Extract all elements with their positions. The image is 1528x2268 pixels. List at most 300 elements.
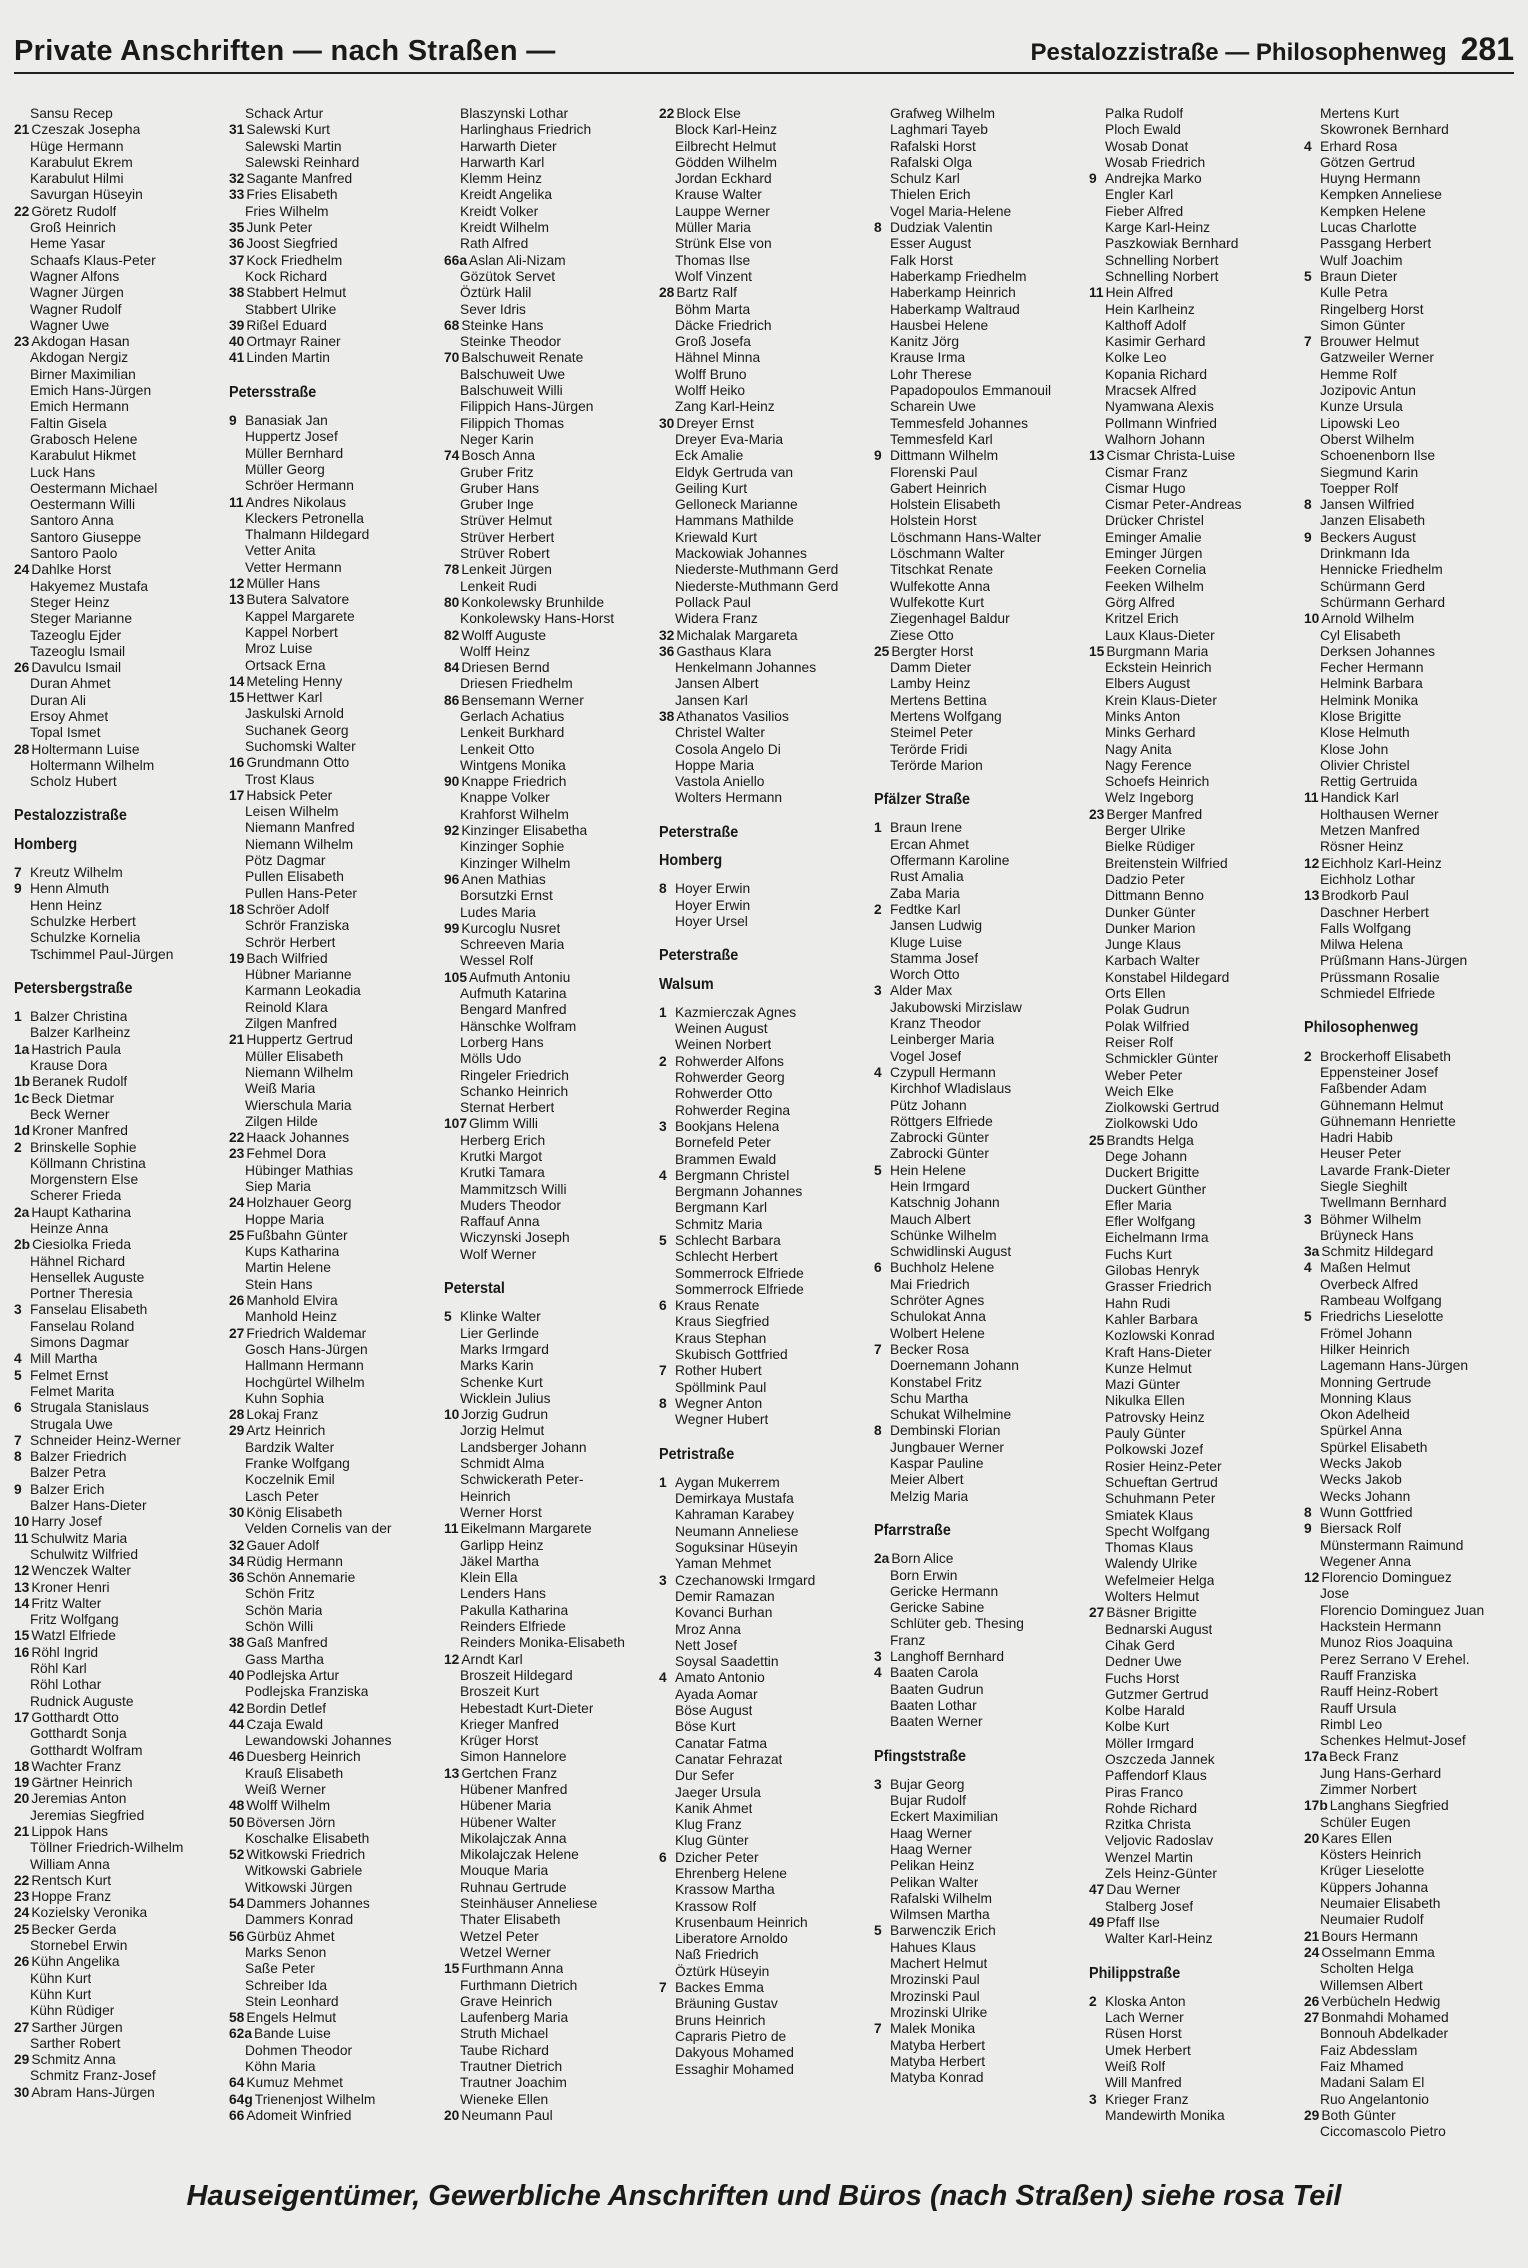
house-number <box>1089 1393 1105 1409</box>
resident-name: Christel Walter <box>675 725 765 741</box>
resident-name: Wolters Helmut <box>1105 1589 1200 1605</box>
house-number: 22 <box>659 106 675 121</box>
list-item <box>874 367 1082 383</box>
resident-name: Gärtner Heinrich <box>31 1775 133 1791</box>
house-number <box>659 432 675 448</box>
resident-name: Florencio Dominguez Juan <box>1320 1602 1485 1618</box>
house-number <box>1089 220 1105 236</box>
list-item <box>229 236 437 252</box>
list-item <box>659 1768 867 1784</box>
house-number <box>1089 513 1105 529</box>
list-item <box>659 1736 867 1752</box>
resident-name: Lenkeit Jürgen <box>461 562 552 578</box>
house-number <box>874 837 890 853</box>
resident-name: Schünke Wilhelm <box>890 1227 997 1243</box>
list-item <box>14 1384 222 1400</box>
list-item <box>874 1342 1082 1358</box>
resident-name: Karabulut Hikmet <box>30 448 136 464</box>
house-number <box>1304 171 1320 187</box>
resident-name: Weber Peter <box>1105 1067 1183 1083</box>
resident-name: Brammen Ewald <box>675 1151 777 1167</box>
resident-name: Hübener Manfred <box>460 1781 568 1797</box>
house-number <box>1304 905 1320 921</box>
house-number: 6 <box>874 1260 882 1276</box>
house-number <box>1304 546 1320 562</box>
list-item <box>1304 1163 1512 1179</box>
house-number <box>14 1971 30 1987</box>
house-number <box>1089 1345 1105 1361</box>
house-number <box>659 1866 675 1882</box>
house-number <box>874 1682 890 1698</box>
street-heading: Peterstal <box>444 1280 505 1298</box>
list-item <box>1304 611 1512 627</box>
house-number <box>444 807 460 823</box>
list-item <box>444 1342 652 1358</box>
house-number <box>1304 1554 1320 1570</box>
list-item <box>874 1114 1082 1130</box>
resident-name: Ayada Aomar <box>675 1686 758 1702</box>
house-number: 25 <box>229 1227 245 1243</box>
resident-name: Metzen Manfred <box>1320 823 1420 839</box>
house-number <box>1089 1459 1105 1475</box>
resident-name: Wolf Werner <box>460 1246 537 1262</box>
resident-name: Röhl Ingrid <box>31 1644 99 1660</box>
resident-name: Veljovic Radoslav <box>1105 1833 1214 1849</box>
house-number: 5 <box>444 1309 452 1325</box>
resident-name: Schürmann Gerd <box>1320 578 1426 594</box>
resident-name: Kraus Renate <box>675 1298 760 1314</box>
resident-name: Brüyneck Hans <box>1320 1227 1414 1243</box>
house-number <box>444 1978 460 1994</box>
list-item <box>659 1363 867 1379</box>
house-number <box>1304 1163 1320 1179</box>
list-item <box>14 1302 222 1318</box>
resident-name: Heuser Peter <box>1320 1146 1402 1162</box>
list-item <box>659 1524 867 1540</box>
list-item <box>874 1358 1082 1374</box>
list-item <box>874 1032 1082 1048</box>
list-item <box>874 1407 1082 1423</box>
list-item <box>444 1961 652 1977</box>
resident-name: Rohwerder Regina <box>675 1102 791 1118</box>
house-number <box>1304 2124 1320 2140</box>
list-item <box>229 1782 437 1798</box>
house-number: 1 <box>14 1009 22 1025</box>
list-item <box>444 1391 652 1407</box>
resident-name: Demirkaya Mustafa <box>675 1491 794 1507</box>
house-number <box>1304 595 1320 611</box>
list-item <box>874 951 1082 967</box>
house-number: 4 <box>659 1670 667 1686</box>
list-item <box>1304 546 1512 562</box>
house-number <box>1304 986 1320 1002</box>
resident-name: Wosab Donat <box>1105 138 1189 154</box>
list-item <box>659 1931 867 1947</box>
resident-name: Saße Peter <box>245 1961 315 1977</box>
list-item <box>14 1873 222 1889</box>
resident-name: Stabbert Helmut <box>246 285 347 301</box>
house-number <box>874 1842 890 1858</box>
list-item <box>14 1743 222 1759</box>
house-number <box>874 951 890 967</box>
house-number: 1a <box>14 1041 30 1057</box>
house-number <box>229 853 245 869</box>
resident-name: Kirchhof Wladislaus <box>890 1081 1012 1097</box>
house-number <box>1089 1214 1105 1230</box>
list-item <box>1304 644 1512 660</box>
list-item <box>14 465 222 481</box>
list-item <box>444 1701 652 1717</box>
house-number <box>1089 1198 1105 1214</box>
house-number: 3 <box>14 1302 22 1318</box>
house-number <box>1089 1279 1105 1295</box>
house-number <box>1304 742 1320 758</box>
house-number <box>874 497 890 513</box>
resident-name: Kozlowski Konrad <box>1105 1328 1215 1344</box>
list-item <box>14 187 222 203</box>
resident-name: Krutki Tamara <box>460 1165 545 1181</box>
house-number: 27 <box>14 2019 30 2035</box>
house-number <box>444 334 460 350</box>
list-item <box>229 2043 437 2059</box>
list-item <box>1089 481 1297 497</box>
resident-name: Küppers Johanna <box>1320 1879 1429 1895</box>
resident-name: Zaba Maria <box>890 885 960 901</box>
resident-name: Krein Klaus-Dieter <box>1105 692 1217 708</box>
resident-name: Mertens Wolfgang <box>890 708 1002 724</box>
house-number <box>229 820 245 836</box>
resident-name: Bielke Rüdiger <box>1105 839 1195 855</box>
house-number: 1b <box>14 1074 31 1090</box>
list-item <box>14 416 222 432</box>
house-number <box>874 2038 890 2054</box>
resident-name: Portner Theresia <box>30 1286 133 1302</box>
house-number: 20 <box>14 1791 30 1807</box>
resident-name: Scholz Hubert <box>30 774 117 790</box>
house-number <box>1089 562 1105 578</box>
list-item <box>14 1857 222 1873</box>
resident-name: Schrör Herbert <box>245 934 336 950</box>
house-number <box>1089 709 1105 725</box>
list-item <box>659 725 867 741</box>
house-number <box>1304 1619 1320 1635</box>
list-item <box>1089 823 1297 839</box>
resident-name: Mai Friedrich <box>890 1276 970 1292</box>
house-number <box>444 2010 460 2026</box>
house-number <box>229 1912 245 1928</box>
list-item <box>874 1907 1082 1923</box>
list-item <box>1089 155 1297 171</box>
list-item <box>1304 937 1512 953</box>
resident-name: Pakulla Katharina <box>460 1602 569 1618</box>
house-number <box>1304 1326 1320 1342</box>
resident-name: Driesen Friedhelm <box>460 676 573 692</box>
house-number: 11 <box>1089 285 1104 301</box>
resident-name: Kempken Helene <box>1320 203 1426 219</box>
house-number <box>659 448 675 464</box>
list-item <box>444 742 652 758</box>
house-number <box>659 171 675 187</box>
resident-name: Haberkamp Heinrich <box>890 285 1016 301</box>
list-item <box>874 983 1082 999</box>
list-item <box>444 1521 652 1537</box>
list-item <box>1089 513 1297 529</box>
resident-name: Gotthardt Wolfram <box>30 1742 143 1758</box>
list-item <box>1089 1182 1297 1198</box>
list-item <box>1089 774 1297 790</box>
resident-name: Meier Albert <box>890 1472 964 1488</box>
resident-name: Fries Wilhelm <box>245 203 329 219</box>
list-item <box>229 1554 437 1570</box>
resident-name: Klose John <box>1320 741 1389 757</box>
house-number: 39 <box>229 317 245 333</box>
house-number <box>14 758 30 774</box>
list-item <box>1089 1019 1297 1035</box>
resident-name: Harlinghaus Friedrich <box>460 122 592 138</box>
house-number <box>14 1319 30 1335</box>
house-number <box>874 1440 890 1456</box>
resident-name: Capraris Pietro de <box>675 2028 787 2044</box>
list-item <box>1089 448 1297 464</box>
house-number <box>229 2059 245 2075</box>
house-number: 25 <box>14 1921 30 1937</box>
house-number <box>1089 399 1105 415</box>
house-number <box>874 334 890 350</box>
house-number <box>659 1282 675 1298</box>
resident-name: Dege Johann <box>1105 1149 1188 1164</box>
house-number: 26 <box>229 1293 245 1309</box>
list-item <box>874 611 1082 627</box>
list-item <box>14 1140 222 1156</box>
list-item <box>659 1298 867 1314</box>
house-number: 30 <box>659 415 675 431</box>
house-number <box>659 220 675 236</box>
resident-name: Witkowski Friedrich <box>246 1847 366 1863</box>
list-item <box>659 1687 867 1703</box>
list-item <box>1304 204 1512 220</box>
house-number <box>444 2043 460 2059</box>
resident-name: Nyamwana Alexis <box>1105 399 1214 415</box>
house-number <box>1089 676 1105 692</box>
resident-name: Wolff Heinz <box>460 643 531 659</box>
list-item <box>444 1326 652 1342</box>
list-item <box>1304 302 1512 318</box>
resident-name: Krauß Elisabeth <box>245 1765 344 1781</box>
resident-name: Grafweg Wilhelm <box>890 106 996 121</box>
resident-name: Gatzweiler Werner <box>1320 350 1434 366</box>
list-item <box>444 1472 652 1488</box>
resident-name: Hein Karlheinz <box>1105 301 1195 317</box>
list-item <box>659 676 867 692</box>
house-number: 107 <box>444 1116 468 1132</box>
house-number: 1c <box>14 1090 30 1106</box>
resident-name: Rohde Richard <box>1105 1800 1198 1816</box>
list-item <box>1089 1687 1297 1703</box>
house-number <box>1089 742 1105 758</box>
list-item <box>444 790 652 806</box>
list-item <box>229 869 437 885</box>
street-heading: Petersstraße <box>229 383 317 401</box>
list-item <box>659 1347 867 1363</box>
house-number: 68 <box>444 317 460 333</box>
house-number <box>659 1266 675 1282</box>
list-item <box>444 513 652 529</box>
list-item <box>229 1929 437 1945</box>
list-item <box>229 918 437 934</box>
house-number: 9 <box>229 413 237 429</box>
resident-name: Florenski Paul <box>890 464 978 480</box>
resident-name: Gauer Adolf <box>246 1537 320 1553</box>
list-item <box>1089 530 1297 546</box>
house-number <box>444 676 460 692</box>
house-number <box>14 676 30 692</box>
resident-name: Felmet Ernst <box>30 1367 109 1383</box>
list-item <box>14 2068 222 2084</box>
list-item <box>874 1244 1082 1260</box>
list-item <box>229 1456 437 1472</box>
resident-name: Ziolkowski Udo <box>1105 1116 1198 1132</box>
list-item <box>659 367 867 383</box>
house-number <box>1304 644 1320 660</box>
house-number <box>874 742 890 758</box>
house-number <box>229 446 245 462</box>
resident-name: Kock Richard <box>245 268 328 284</box>
house-number <box>659 774 675 790</box>
list-item <box>1304 1195 1512 1211</box>
resident-name: Rambeau Wolfgang <box>1320 1293 1442 1309</box>
resident-name: Gödden Wilhelm <box>675 154 777 170</box>
street-range <box>1031 31 1514 68</box>
house-number: 9 <box>1304 529 1312 545</box>
list-item <box>444 693 652 709</box>
resident-name: Leisen Wilhelm <box>245 804 339 820</box>
list-item <box>1089 1833 1297 1849</box>
list-item <box>1304 562 1512 578</box>
house-number <box>444 546 460 562</box>
list-item <box>444 758 652 774</box>
resident-name: Rißel Eduard <box>246 317 327 333</box>
list-item <box>659 1249 867 1265</box>
house-number <box>229 1603 245 1619</box>
resident-name: Klein Ella <box>460 1570 518 1586</box>
house-number <box>874 2070 890 2086</box>
house-number: 6 <box>659 1298 667 1314</box>
list-item <box>14 644 222 660</box>
list-item <box>874 644 1082 660</box>
district-heading: Homberg <box>659 852 723 870</box>
list-item <box>444 1652 652 1668</box>
list-item <box>1089 1671 1297 1687</box>
house-number <box>1089 1377 1105 1393</box>
resident-name: Wieneke Ellen <box>460 2091 549 2107</box>
house-number: 24 <box>229 1195 245 1211</box>
resident-name: Lasch Peter <box>245 1488 319 1504</box>
house-number <box>14 302 30 318</box>
resident-name: Suchomski Walter <box>245 738 356 754</box>
list-item <box>659 881 867 897</box>
list-item <box>14 1417 222 1433</box>
resident-name: Strünk Else von <box>675 236 772 252</box>
list-item <box>874 1423 1082 1439</box>
house-number: 96 <box>444 871 460 887</box>
resident-name: Hoyer Erwin <box>675 881 751 897</box>
resident-name: Soguksinar Hüseyin <box>675 1540 798 1556</box>
resident-name: Wecks Jakob <box>1320 1456 1402 1472</box>
house-number <box>1304 628 1320 644</box>
list-item <box>229 318 437 334</box>
list-item <box>14 1971 222 1987</box>
list-item <box>1089 905 1297 921</box>
house-number <box>14 481 30 497</box>
list-item <box>1304 1717 1512 1733</box>
house-number <box>1304 839 1320 855</box>
resident-name: Heme Yasar <box>30 236 106 252</box>
list-item <box>444 1165 652 1181</box>
resident-name: Heinze Anna <box>30 1221 109 1236</box>
house-number <box>14 947 30 963</box>
resident-name: Müller Maria <box>675 220 751 236</box>
house-number <box>444 106 460 122</box>
list-item <box>14 1107 222 1123</box>
list-item <box>229 1961 437 1977</box>
resident-name: Jorzig Helmut <box>460 1423 545 1439</box>
resident-name: Brouwer Helmut <box>1320 334 1419 350</box>
list-item <box>1304 1293 1512 1309</box>
resident-name: Bergmann Christel <box>675 1167 790 1183</box>
list-item <box>14 1156 222 1172</box>
resident-name: Ehrenberg Helene <box>675 1865 787 1881</box>
resident-name: Friedrich Waldemar <box>246 1325 367 1341</box>
resident-name: Dahlke Horst <box>31 562 112 578</box>
resident-name: Manhold Elvira <box>246 1293 338 1309</box>
list-item <box>14 1840 222 1856</box>
house-number <box>229 1260 245 1276</box>
resident-name: Simon Hannelore <box>460 1749 567 1765</box>
house-number <box>1304 1179 1320 1195</box>
house-number <box>1089 937 1105 953</box>
list-item <box>659 1882 867 1898</box>
list-item <box>14 1205 222 1221</box>
list-item <box>444 155 652 171</box>
list-item <box>1304 2092 1512 2108</box>
resident-name: Walhorn Johann <box>1105 431 1205 447</box>
house-number <box>874 1179 890 1195</box>
list-item <box>1089 236 1297 252</box>
list-item <box>1304 1081 1512 1097</box>
resident-name: Wolf Vinzent <box>675 268 752 284</box>
list-item <box>14 1465 222 1481</box>
resident-name: Piras Franco <box>1105 1784 1184 1800</box>
list-item <box>444 660 652 676</box>
house-number <box>229 869 245 885</box>
list-item <box>1304 823 1512 839</box>
list-item <box>659 790 867 806</box>
house-number <box>444 986 460 1002</box>
resident-name: Furthmann Dietrich <box>460 1977 578 1993</box>
house-number <box>1304 1293 1320 1309</box>
resident-name: Klose Helmuth <box>1320 725 1410 741</box>
list-item <box>444 383 652 399</box>
list-item <box>229 1423 437 1439</box>
list-item <box>14 1368 222 1384</box>
house-number <box>659 1931 675 1947</box>
list-item <box>1304 2124 1512 2140</box>
list-item <box>229 220 437 236</box>
resident-name: Grasser Friedrich <box>1105 1279 1212 1295</box>
resident-name: Ziese Otto <box>890 627 954 643</box>
resident-name: Kritzel Erich <box>1105 611 1179 627</box>
resident-name: Schulzke Kornelia <box>30 930 141 946</box>
